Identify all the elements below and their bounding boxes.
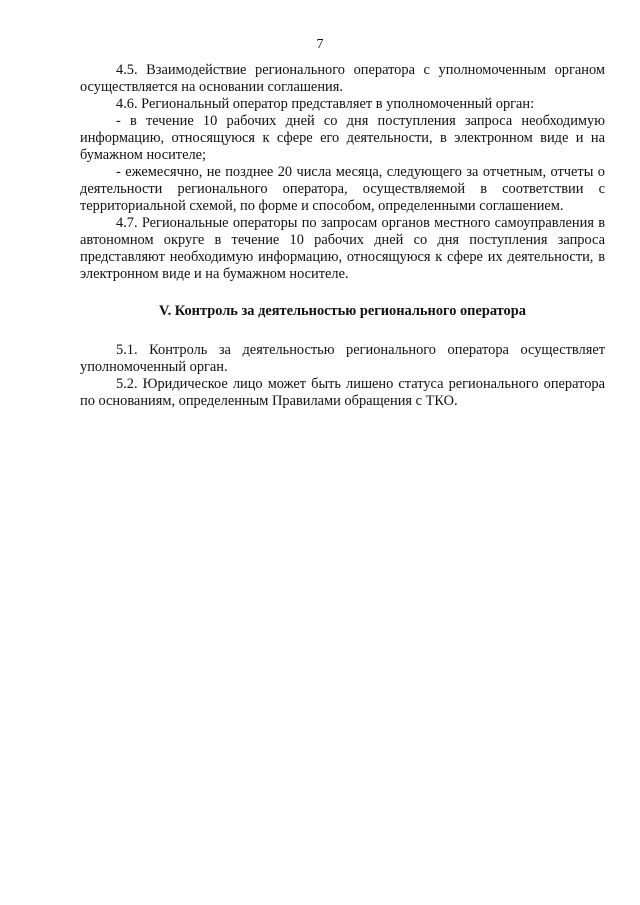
paragraph-4-7: 4.7. Региональные операторы по запросам органов местного самоуправления в автономном округе в течение 10 рабочих дней со дня поступления запроса представляют необходимую информацию, относящуюся к сфере их деятельности, в электронном виде и на бумажном носителе.	[80, 215, 605, 282]
list-item-info-request: - в течение 10 рабочих дней со дня поступления запроса необходимую информацию, относящуюся к сфере его деятельности, в электронном виде и на бумажном носителе;	[80, 113, 605, 163]
paragraph-5-2: 5.2. Юридическое лицо может быть лишено статуса регионального оператора по основаниям, определенным Правилами обращения с ТКО.	[80, 376, 605, 409]
document-body	[80, 62, 605, 410]
paragraph-5-1: 5.1. Контроль за деятельностью регионального оператора осуществляет уполномоченный орган.	[80, 342, 605, 375]
list-item-monthly-reports: - ежемесячно, не позднее 20 числа месяца, следующего за отчетным, отчеты о деятельности регионального оператора, осуществляемой в соответствии с территориальной схемой, по форме и способом, определенными соглашением.	[80, 164, 605, 214]
section-heading: V. Контроль за деятельностью регионального оператора	[159, 303, 526, 319]
paragraph-4-6: 4.6. Региональный оператор представляет в уполномоченный орган:	[116, 96, 535, 112]
page-number: 7	[316, 37, 324, 52]
paragraph-4-5: 4.5. Взаимодействие регионального оператора с уполномоченным органом осуществляется на основании соглашения.	[80, 62, 605, 95]
